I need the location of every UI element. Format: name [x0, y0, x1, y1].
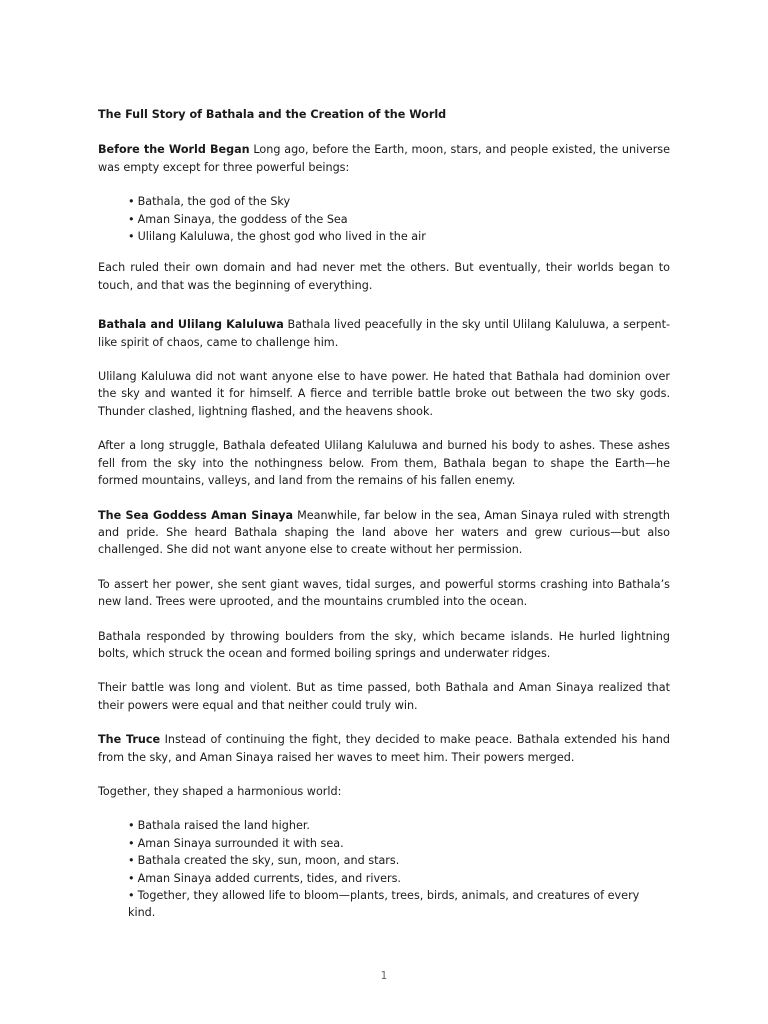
- bullet-marker: •: [128, 195, 135, 209]
- list-item-text: Together, they allowed life to bloom—plants, trees, birds, animals, and creatures of every kind.: [128, 889, 640, 920]
- list-item-text: Aman Sinaya added currents, tides, and rivers.: [137, 871, 401, 885]
- bullet-list-world: [98, 817, 670, 921]
- list-item-text: Aman Sinaya surrounded it with sea.: [137, 836, 344, 850]
- section-heading-truce: The Truce: [98, 733, 161, 747]
- list-item: [128, 211, 670, 228]
- paragraph-sea-2: Bathala responded by throwing boulders from the sky, which became islands. He hurled lightning bolts, which struck the ocean and formed boiling springs and underwater ridges.: [98, 629, 670, 660]
- list-item: [128, 228, 670, 245]
- document-page: [98, 106, 670, 936]
- page-number: 1: [380, 970, 388, 982]
- list-item: [128, 835, 670, 852]
- paragraph-sea-3: Their battle was long and violent. But as time passed, both Bathala and Aman Sinaya realized that their powers were equal and that neither could truly win.: [98, 681, 670, 712]
- bullet-marker: •: [128, 871, 135, 885]
- paragraph-ulilang-2: After a long struggle, Bathala defeated Ulilang Kaluluwa and burned his body to ashes. These ashes fell from the sky into the nothingness below. From them, Bathala began to shape the Earth—he formed mountains, valleys, and land from the remains of his fallen enemy.: [98, 439, 670, 488]
- list-item-text: Bathala raised the land higher.: [137, 819, 310, 833]
- list-item-text: Bathala created the sky, sun, moon, and stars.: [137, 854, 400, 868]
- list-item: [128, 870, 670, 887]
- bullet-marker: •: [128, 836, 135, 850]
- paragraph-before-after: Each ruled their own domain and had never met the others. But eventually, their worlds began to touch, and that was the beginning of everything.: [98, 261, 670, 292]
- section-heading-ulilang: Bathala and Ulilang Kaluluwa: [98, 318, 284, 332]
- list-item: [128, 887, 670, 922]
- paragraph-before-intro: [98, 141, 670, 176]
- section-heading-before: Before the World Began: [98, 143, 250, 157]
- paragraph-truce-1: Together, they shaped a harmonious world:: [98, 784, 342, 798]
- bullet-marker: •: [128, 230, 135, 244]
- bullet-list-beings: [98, 193, 670, 245]
- document-title: The Full Story of Bathala and the Creation of the World: [98, 108, 447, 121]
- bullet-marker: •: [128, 819, 135, 833]
- paragraph-sea-1: To assert her power, she sent giant waves, tidal surges, and powerful storms crashing into Bathala’s new land. Trees were uprooted, and the mountains crumbled into the ocean.: [98, 577, 670, 609]
- paragraph-text: Bathala lived peacefully in the sky until Ulilang Kaluluwa, a serpent-like spirit of chaos, came to challenge him.: [98, 318, 671, 349]
- section-heading-sea: The Sea Goddess Aman Sinaya: [98, 508, 294, 522]
- bullet-marker: •: [128, 854, 135, 868]
- list-item-text: Ulilang Kaluluwa, the ghost god who lived in the air: [137, 230, 426, 244]
- list-item-text: Aman Sinaya, the goddess of the Sea: [137, 212, 348, 226]
- paragraph-text: Instead of continuing the fight, they decided to make peace. Bathala extended his hand from the sky, and Aman Sinaya raised her waves to meet him. Their powers merged.: [98, 733, 670, 764]
- bullet-marker: •: [128, 889, 135, 902]
- paragraph-ulilang-intro: [98, 316, 670, 351]
- paragraph-text: Meanwhile, far below in the sea, Aman Sinaya ruled with strength and pride. She heard Bathala shaping the land above her waters and grew curious—but also challenged. She did not want anyone else to create without her permission.: [98, 508, 670, 557]
- paragraph-sea-intro: [98, 507, 670, 559]
- list-item: [128, 193, 670, 210]
- list-item: [128, 817, 670, 834]
- paragraph-ulilang-1: Ulilang Kaluluwa did not want anyone else to have power. He hated that Bathala had dominion over the sky and wanted it for himself. A fierce and terrible battle broke out between the two sky gods. Thunder clashed, lightning flashed, and the heavens shook.: [98, 370, 670, 418]
- list-item: [128, 852, 670, 869]
- paragraph-text: Long ago, before the Earth, moon, stars, and people existed, the universe was empty except for three powerful beings:: [98, 143, 671, 174]
- list-item-text: Bathala, the god of the Sky: [137, 195, 291, 209]
- bullet-marker: •: [128, 212, 135, 226]
- paragraph-truce-intro: [98, 731, 670, 766]
